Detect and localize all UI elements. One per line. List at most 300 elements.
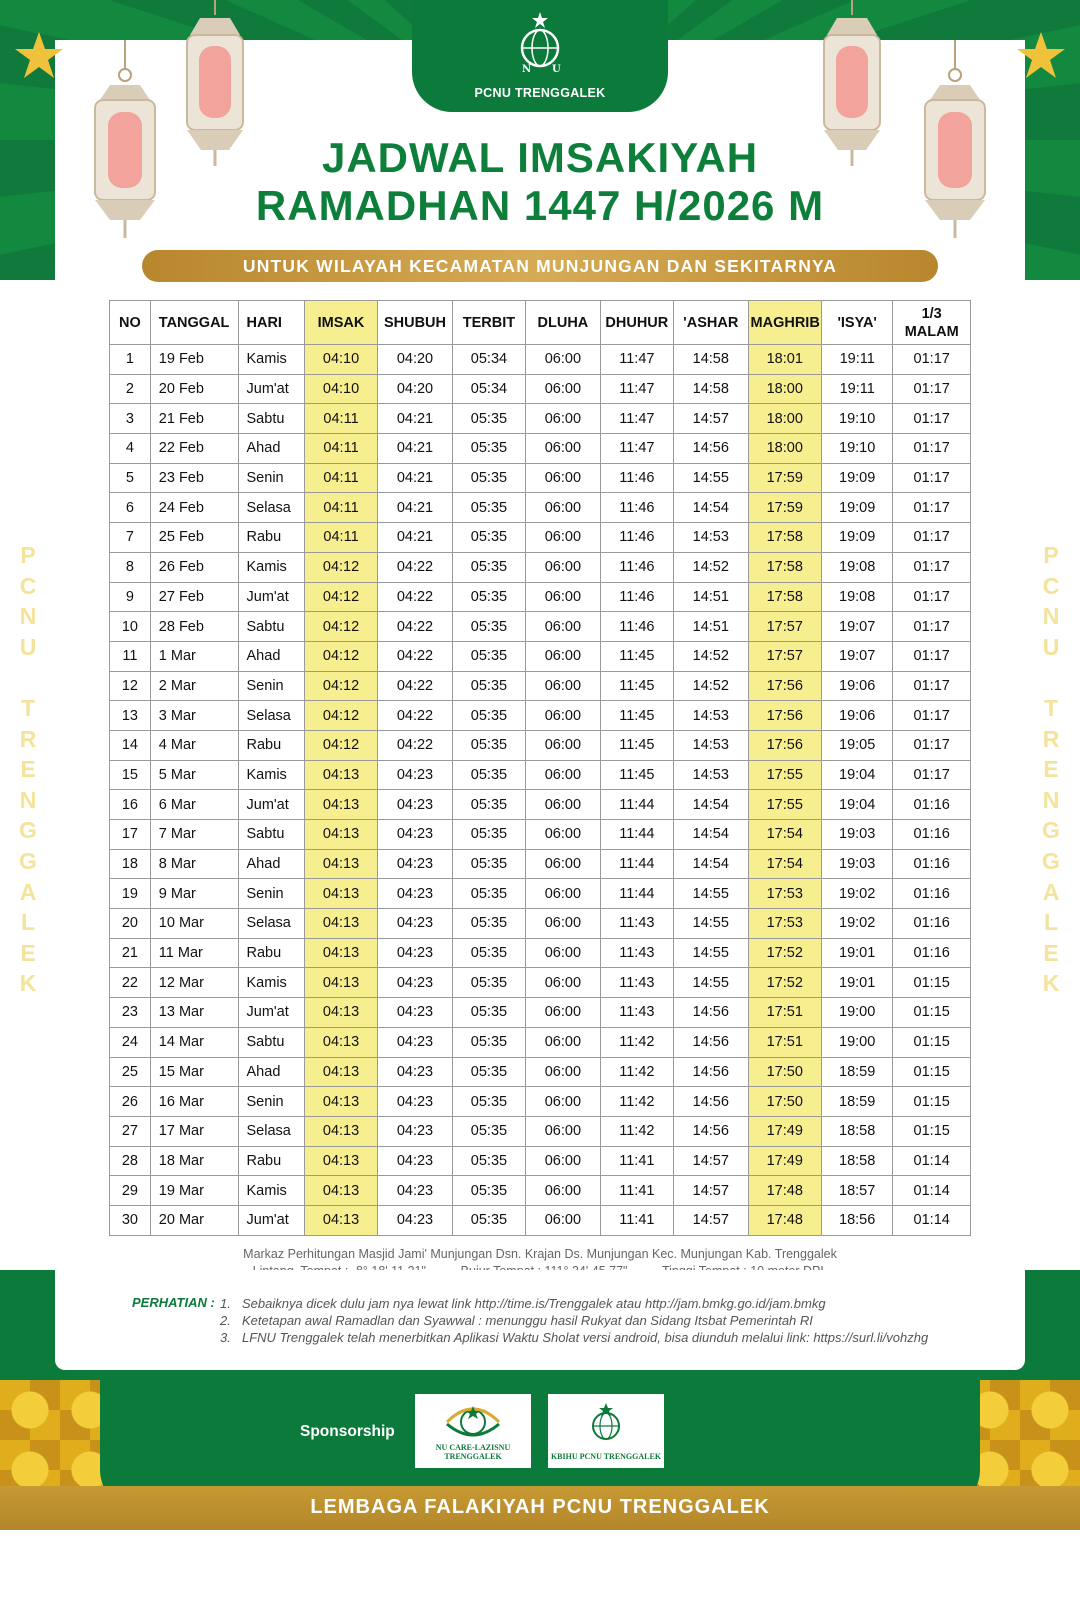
table-cell: 06:00 [526, 730, 600, 760]
table-cell: Kamis [238, 1176, 304, 1206]
table-cell: 04:23 [378, 760, 452, 790]
table-cell: 04:22 [378, 552, 452, 582]
note-number: 3. [220, 1330, 231, 1345]
page-title-line1: JADWAL IMSAKIYAH [321, 134, 759, 181]
table-cell: Rabu [238, 730, 304, 760]
table-cell: Jum'at [238, 374, 304, 404]
table-cell: 17:54 [748, 849, 821, 879]
table-cell: 18:00 [748, 434, 821, 464]
table-cell: 04:12 [304, 582, 377, 612]
table-cell: 01:16 [893, 938, 971, 968]
table-cell: 11:41 [600, 1176, 673, 1206]
table-cell: 17:59 [748, 463, 821, 493]
table-cell: 11:43 [600, 998, 673, 1028]
table-cell: 11:43 [600, 938, 673, 968]
table-cell: 30 [110, 1205, 151, 1235]
table-cell: 04:13 [304, 1027, 377, 1057]
table-cell: 19:10 [821, 404, 892, 434]
table-cell: 05:35 [452, 463, 525, 493]
table-cell: 06:00 [526, 820, 600, 850]
table-cell: Sabtu [238, 1027, 304, 1057]
table-cell: 17:52 [748, 938, 821, 968]
table-cell: 11:42 [600, 1087, 673, 1117]
table-cell: 25 Feb [150, 523, 238, 553]
table-cell: 04:13 [304, 998, 377, 1028]
table-cell: 06:00 [526, 879, 600, 909]
table-cell: 22 [110, 968, 151, 998]
table-cell: 18:58 [821, 1116, 892, 1146]
table-row [110, 1027, 971, 1057]
table-cell: 04:13 [304, 1176, 377, 1206]
sponsor-logo-kbihu [548, 1394, 664, 1468]
table-cell: 06:00 [526, 582, 600, 612]
table-cell: 17 Mar [150, 1116, 238, 1146]
table-cell: 24 Feb [150, 493, 238, 523]
table-cell: 17:50 [748, 1087, 821, 1117]
table-cell: 01:17 [893, 493, 971, 523]
column-header: DHUHUR [600, 301, 673, 345]
note-text: Sebaiknya dicek dulu jam nya lewat link http://time.is/Trenggalek atau http://jam.bmkg.go.id/jam.bmkg [242, 1296, 826, 1311]
table-cell: 10 [110, 612, 151, 642]
table-cell: 04:13 [304, 1057, 377, 1087]
table-cell: Jum'at [238, 998, 304, 1028]
table-cell: 05:35 [452, 1027, 525, 1057]
table-cell: 21 [110, 938, 151, 968]
table-cell: 04:12 [304, 641, 377, 671]
table-cell: 05:35 [452, 879, 525, 909]
table-cell: 17:59 [748, 493, 821, 523]
table-cell: 15 [110, 760, 151, 790]
table-cell: 18:00 [748, 374, 821, 404]
table-cell: 11:46 [600, 582, 673, 612]
table-cell: 14 [110, 730, 151, 760]
table-cell: 14:58 [674, 345, 748, 375]
star-icon [14, 30, 64, 80]
table-cell: 21 Feb [150, 404, 238, 434]
table-cell: 19:02 [821, 909, 892, 939]
table-cell: 14:54 [674, 493, 748, 523]
table-cell: 04:11 [304, 404, 377, 434]
table-cell: 12 Mar [150, 968, 238, 998]
table-cell: 15 Mar [150, 1057, 238, 1087]
table-cell: 04:22 [378, 612, 452, 642]
table-cell: 2 [110, 374, 151, 404]
table-cell: 05:35 [452, 1176, 525, 1206]
table-cell: Sabtu [238, 404, 304, 434]
table-cell: Ahad [238, 1057, 304, 1087]
table-cell: 06:00 [526, 1146, 600, 1176]
table-cell: 01:14 [893, 1146, 971, 1176]
table-cell: 13 [110, 701, 151, 731]
table-cell: 04:13 [304, 1087, 377, 1117]
table-cell: 01:16 [893, 909, 971, 939]
table-cell: 04:21 [378, 404, 452, 434]
table-cell: 14:58 [674, 374, 748, 404]
table-cell: 05:35 [452, 938, 525, 968]
column-header: IMSAK [304, 301, 377, 345]
table-row [110, 1116, 971, 1146]
table-cell: 05:35 [452, 1087, 525, 1117]
table-cell: 18:59 [821, 1057, 892, 1087]
table-cell: 17:49 [748, 1116, 821, 1146]
table-cell: 14:55 [674, 463, 748, 493]
region-subtitle: UNTUK WILAYAH KECAMATAN MUNJUNGAN DAN SEKITARNYA [142, 250, 938, 282]
table-cell: 19 [110, 879, 151, 909]
table-row [110, 760, 971, 790]
table-cell: 11:43 [600, 909, 673, 939]
table-cell: 18:59 [821, 1087, 892, 1117]
table-row [110, 1176, 971, 1206]
table-cell: 19:09 [821, 523, 892, 553]
table-cell: 11:46 [600, 612, 673, 642]
table-cell: 19 Feb [150, 345, 238, 375]
table-cell: 14:56 [674, 434, 748, 464]
table-row [110, 641, 971, 671]
table-cell: 14:52 [674, 552, 748, 582]
table-cell: 05:35 [452, 671, 525, 701]
table-cell: 14:56 [674, 1116, 748, 1146]
table-row [110, 493, 971, 523]
table-cell: 19:03 [821, 820, 892, 850]
table-cell: 24 [110, 1027, 151, 1057]
table-cell: 04:23 [378, 1057, 452, 1087]
table-cell: Ahad [238, 641, 304, 671]
table-cell: Sabtu [238, 820, 304, 850]
table-cell: 28 [110, 1146, 151, 1176]
table-cell: 04:23 [378, 938, 452, 968]
table-header-row [110, 301, 971, 345]
table-row [110, 701, 971, 731]
table-cell: 27 [110, 1116, 151, 1146]
table-cell: 04:10 [304, 345, 377, 375]
table-cell: 17:54 [748, 820, 821, 850]
table-row [110, 938, 971, 968]
table-cell: 23 Feb [150, 463, 238, 493]
table-cell: 05:35 [452, 1057, 525, 1087]
table-cell: Sabtu [238, 612, 304, 642]
nu-logo-icon [508, 10, 572, 74]
table-cell: 4 [110, 434, 151, 464]
note-number: 2. [220, 1313, 231, 1328]
table-cell: 06:00 [526, 1205, 600, 1235]
table-cell: 06:00 [526, 760, 600, 790]
table-cell: 9 [110, 582, 151, 612]
table-cell: 14:55 [674, 909, 748, 939]
column-header: DLUHA [526, 301, 600, 345]
table-cell: 17:58 [748, 582, 821, 612]
table-cell: Senin [238, 463, 304, 493]
table-cell: 14:56 [674, 1087, 748, 1117]
table-cell: Senin [238, 671, 304, 701]
table-cell: 04:10 [304, 374, 377, 404]
table-cell: 05:35 [452, 760, 525, 790]
table-cell: 18:57 [821, 1176, 892, 1206]
table-cell: 04:12 [304, 730, 377, 760]
table-cell: 4 Mar [150, 730, 238, 760]
table-cell: 05:35 [452, 493, 525, 523]
table-cell: 5 [110, 463, 151, 493]
column-header: 'ASHAR [674, 301, 748, 345]
table-cell: 11:45 [600, 641, 673, 671]
note-item [220, 1295, 980, 1312]
table-cell: 19:00 [821, 998, 892, 1028]
table-row [110, 909, 971, 939]
table-cell: 01:17 [893, 612, 971, 642]
table-cell: 01:17 [893, 404, 971, 434]
column-header: 'ISYA' [821, 301, 892, 345]
table-cell: 11:46 [600, 463, 673, 493]
table-cell: 04:21 [378, 463, 452, 493]
table-cell: 18:56 [821, 1205, 892, 1235]
table-cell: 11:41 [600, 1146, 673, 1176]
table-row [110, 849, 971, 879]
table-cell: 11:47 [600, 404, 673, 434]
table-cell: 18 Mar [150, 1146, 238, 1176]
table-cell: 26 [110, 1087, 151, 1117]
column-header: SHUBUH [378, 301, 452, 345]
table-cell: 04:12 [304, 552, 377, 582]
table-cell: 04:23 [378, 1116, 452, 1146]
table-cell: 04:21 [378, 523, 452, 553]
table-cell: 05:34 [452, 374, 525, 404]
table-cell: 04:13 [304, 1205, 377, 1235]
table-cell: 12 [110, 671, 151, 701]
table-row [110, 730, 971, 760]
table-cell: Selasa [238, 701, 304, 731]
calculation-source: Markaz Perhitungan Masjid Jami' Munjungan Dsn. Krajan Ds. Munjungan Kec. Munjungan Kab. Trenggalek [243, 1247, 837, 1261]
table-cell: Jum'at [238, 790, 304, 820]
table-cell: 20 [110, 909, 151, 939]
table-cell: 11:44 [600, 849, 673, 879]
table-cell: 14:52 [674, 641, 748, 671]
table-cell: 19:02 [821, 879, 892, 909]
table-cell: 11:47 [600, 345, 673, 375]
table-cell: 17:48 [748, 1205, 821, 1235]
table-cell: 11:45 [600, 730, 673, 760]
table-row [110, 968, 971, 998]
table-cell: 19:03 [821, 849, 892, 879]
table-cell: 17:52 [748, 968, 821, 998]
table-cell: 28 Feb [150, 612, 238, 642]
table-cell: 06:00 [526, 1087, 600, 1117]
note-item [220, 1329, 980, 1346]
table-cell: 04:23 [378, 968, 452, 998]
table-cell: 04:12 [304, 671, 377, 701]
table-cell: 3 Mar [150, 701, 238, 731]
table-cell: 04:13 [304, 909, 377, 939]
table-cell: 01:16 [893, 879, 971, 909]
table-cell: 19:09 [821, 463, 892, 493]
table-cell: 29 [110, 1176, 151, 1206]
table-cell: 01:15 [893, 1027, 971, 1057]
lazisnu-logo-icon [443, 1402, 503, 1442]
table-cell: 11:45 [600, 701, 673, 731]
sponsor-kbihu-caption: KBIHU PCNU TRENGGALEK [550, 1452, 662, 1461]
svg-text:N: N [522, 64, 532, 74]
table-cell: 04:13 [304, 790, 377, 820]
table-cell: 04:13 [304, 1146, 377, 1176]
table-cell: 01:17 [893, 701, 971, 731]
table-cell: 14:53 [674, 760, 748, 790]
table-cell: 20 Mar [150, 1205, 238, 1235]
table-cell: 04:11 [304, 523, 377, 553]
table-cell: 17:57 [748, 612, 821, 642]
table-cell: 01:14 [893, 1176, 971, 1206]
table-cell: 9 Mar [150, 879, 238, 909]
table-cell: 14:55 [674, 968, 748, 998]
table-row [110, 345, 971, 375]
star-icon [1016, 30, 1066, 80]
table-cell: 01:16 [893, 790, 971, 820]
table-cell: 01:17 [893, 552, 971, 582]
table-cell: 04:23 [378, 1146, 452, 1176]
table-cell: 04:11 [304, 463, 377, 493]
table-cell: 18:01 [748, 345, 821, 375]
table-cell: 17:51 [748, 998, 821, 1028]
table-cell: 06:00 [526, 374, 600, 404]
table-cell: 05:35 [452, 523, 525, 553]
column-header: MAGHRIB [748, 301, 821, 345]
column-header: HARI [238, 301, 304, 345]
table-cell: 8 [110, 552, 151, 582]
table-cell: 05:34 [452, 345, 525, 375]
table-cell: 05:35 [452, 909, 525, 939]
table-row [110, 612, 971, 642]
note-text: Ketetapan awal Ramadlan dan Syawwal : menunggu hasil Rukyat dan Sidang Itsbat Pemerintah RI [242, 1313, 813, 1328]
table-cell: 06:00 [526, 641, 600, 671]
table-cell: 17:48 [748, 1176, 821, 1206]
svg-text:U: U [552, 64, 561, 74]
table-cell: 14:54 [674, 849, 748, 879]
table-cell: 19:11 [821, 374, 892, 404]
table-cell: 04:23 [378, 790, 452, 820]
table-cell: 13 Mar [150, 998, 238, 1028]
table-cell: 06:00 [526, 434, 600, 464]
table-cell: 8 Mar [150, 849, 238, 879]
table-cell: 05:35 [452, 820, 525, 850]
table-row [110, 523, 971, 553]
table-cell: 04:11 [304, 434, 377, 464]
table-cell: 17:49 [748, 1146, 821, 1176]
table-cell: 04:21 [378, 493, 452, 523]
table-cell: 2 Mar [150, 671, 238, 701]
table-cell: 01:16 [893, 849, 971, 879]
table-cell: 14:51 [674, 582, 748, 612]
table-cell: 19:07 [821, 612, 892, 642]
note-number: 1. [220, 1296, 231, 1311]
table-cell: 17:56 [748, 701, 821, 731]
table-cell: 05:35 [452, 434, 525, 464]
table-row [110, 820, 971, 850]
table-cell: 01:15 [893, 1116, 971, 1146]
table-cell: 19:08 [821, 552, 892, 582]
table-cell: 01:17 [893, 345, 971, 375]
table-cell: Ahad [238, 434, 304, 464]
table-row [110, 998, 971, 1028]
table-cell: 01:17 [893, 671, 971, 701]
table-cell: 06:00 [526, 701, 600, 731]
table-cell: 17 [110, 820, 151, 850]
table-cell: 01:17 [893, 374, 971, 404]
table-cell: Kamis [238, 552, 304, 582]
table-cell: 04:20 [378, 374, 452, 404]
table-cell: 11:44 [600, 879, 673, 909]
table-cell: 06:00 [526, 552, 600, 582]
table-cell: 18 [110, 849, 151, 879]
table-cell: 04:22 [378, 701, 452, 731]
table-cell: 11:45 [600, 671, 673, 701]
table-cell: 04:23 [378, 909, 452, 939]
table-cell: 04:13 [304, 968, 377, 998]
note-item [220, 1312, 980, 1329]
table-cell: 17:55 [748, 760, 821, 790]
table-cell: 17:56 [748, 730, 821, 760]
table-cell: 01:17 [893, 523, 971, 553]
table-row [110, 374, 971, 404]
table-row [110, 1205, 971, 1235]
table-cell: 19:05 [821, 730, 892, 760]
table-cell: 04:13 [304, 938, 377, 968]
table-cell: 05:35 [452, 1205, 525, 1235]
table-cell: 14:57 [674, 1205, 748, 1235]
table-cell: 14:56 [674, 1027, 748, 1057]
column-header: 1/3 MALAM [893, 301, 971, 345]
table-cell: 06:00 [526, 909, 600, 939]
table-cell: 05:35 [452, 701, 525, 731]
table-cell: 06:00 [526, 345, 600, 375]
table-cell: 18:58 [821, 1146, 892, 1176]
table-cell: 17:51 [748, 1027, 821, 1057]
table-cell: 04:22 [378, 582, 452, 612]
table-cell: 19:10 [821, 434, 892, 464]
table-cell: 11 Mar [150, 938, 238, 968]
table-cell: 19:00 [821, 1027, 892, 1057]
table-cell: 1 [110, 345, 151, 375]
table-cell: 06:00 [526, 790, 600, 820]
table-cell: 01:14 [893, 1205, 971, 1235]
table-cell: 17:55 [748, 790, 821, 820]
table-cell: 06:00 [526, 1176, 600, 1206]
table-cell: Jum'at [238, 1205, 304, 1235]
table-cell: 05:35 [452, 730, 525, 760]
table-cell: Jum'at [238, 582, 304, 612]
table-cell: 01:16 [893, 820, 971, 850]
table-cell: 04:23 [378, 1087, 452, 1117]
table-cell: 17:58 [748, 523, 821, 553]
table-cell: 14 Mar [150, 1027, 238, 1057]
table-cell: 04:13 [304, 849, 377, 879]
sponsorship-label: Sponsorship [300, 1423, 395, 1440]
table-cell: 11:47 [600, 434, 673, 464]
table-cell: 14:57 [674, 1146, 748, 1176]
table-cell: 04:22 [378, 641, 452, 671]
table-cell: 22 Feb [150, 434, 238, 464]
table-cell: 11:47 [600, 374, 673, 404]
schedule-table [109, 300, 971, 1236]
table-cell: 11:41 [600, 1205, 673, 1235]
table-cell: 11:44 [600, 790, 673, 820]
table-cell: 19:04 [821, 790, 892, 820]
table-cell: 10 Mar [150, 909, 238, 939]
table-cell: 11:44 [600, 820, 673, 850]
table-cell: 11:46 [600, 523, 673, 553]
table-cell: 17:53 [748, 879, 821, 909]
table-cell: 23 [110, 998, 151, 1028]
table-cell: 01:17 [893, 582, 971, 612]
table-cell: 06:00 [526, 671, 600, 701]
table-cell: 11:46 [600, 552, 673, 582]
table-cell: 04:11 [304, 493, 377, 523]
